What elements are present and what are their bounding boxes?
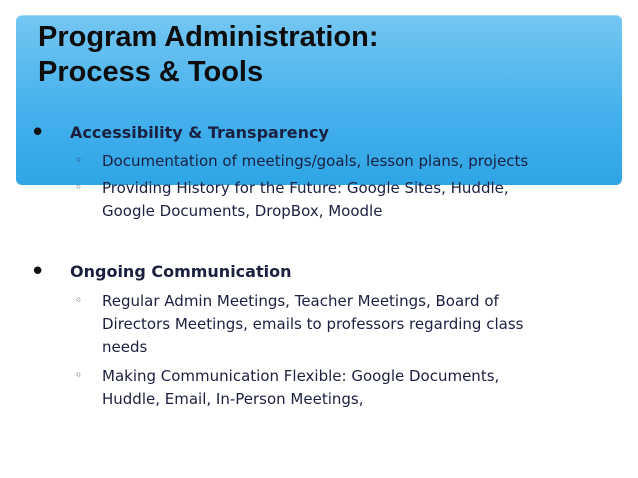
list-item-line: Google Documents, DropBox, Moodle [102,202,383,220]
list-item-text [102,365,582,411]
list-item-text [102,177,582,223]
list-item-line: Documentation of meetings/goals, lesson plans, projects [102,152,529,170]
bullet-dot: • [30,118,46,148]
title-line-2: Process & Tools [38,56,264,88]
bullet-circle: ◦ [75,180,83,194]
section-heading: Ongoing Communication [70,262,292,281]
list-item-text [102,290,582,359]
bullet-dot: • [30,257,46,287]
list-item-line: needs [102,338,148,356]
bullet-circle: ◦ [75,293,83,307]
section-heading: Accessibility & Transparency [70,123,329,142]
list-item-text [102,150,582,173]
bullet-circle: ◦ [75,368,83,382]
title-line-1: Program Administration: [38,21,379,53]
list-item-line: Providing History for the Future: Google Sites, Huddle, [102,179,509,197]
list-item-line: Regular Admin Meetings, Teacher Meetings, Board of [102,292,499,310]
list-item-line: Making Communication Flexible: Google Documents, [102,367,500,385]
list-item-line: Huddle, Email, In-Person Meetings, [102,390,364,408]
bullet-circle: ◦ [75,153,83,167]
list-item-line: Directors Meetings, emails to professors regarding class [102,315,524,333]
